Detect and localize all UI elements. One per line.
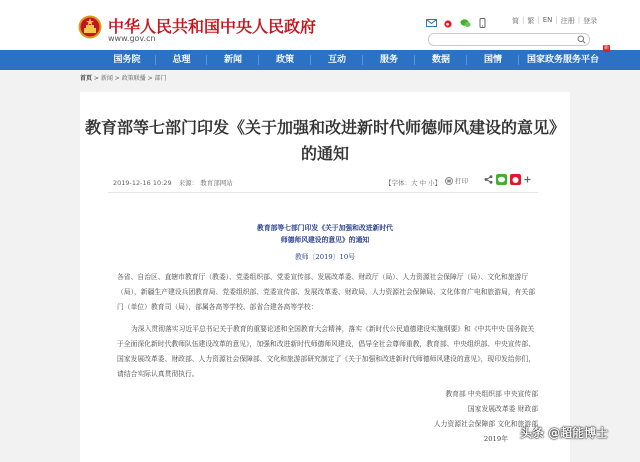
- breadcrumb-path[interactable]: > 新闻 > 政策联播 > 部门: [92, 75, 167, 82]
- print-label: 打印: [455, 177, 468, 185]
- document-title: [80, 222, 570, 246]
- english-link[interactable]: EN: [542, 16, 553, 24]
- nav-item-policy[interactable]: 政策: [259, 50, 311, 70]
- addressees-paragraph: 各省、自治区、直辖市教育厅（教委）、党委组织部、党委宣传部、发展改革委、财政厅（局）、人力资源社会保障厅（局）、文化和旅游厅（局），新疆生产建设兵团教育局、党委组织部、党委宣传部、发展改革委、财政局、人力资源社会保障局、文化体育广电和旅游局，有关部门（单位）教育司（局），部属各高等学校、部省合建各高等学校：: [117, 273, 536, 311]
- weibo-share-icon[interactable]: [510, 174, 521, 185]
- breadcrumb: [80, 73, 167, 82]
- site-title[interactable]: 中华人民共和国中央人民政府: [108, 17, 317, 36]
- nav-item-premier[interactable]: 总理: [156, 50, 207, 70]
- wechat-icon[interactable]: [460, 18, 471, 28]
- nav-item-state-council[interactable]: 国务院: [98, 50, 156, 70]
- national-emblem-icon[interactable]: [78, 14, 102, 40]
- article-title: 教育部等七部门印发《关于加强和改进新时代师德师风建设的意见》的通知: [84, 118, 565, 163]
- login-link[interactable]: 登录: [583, 17, 598, 25]
- share-bar: [484, 174, 531, 185]
- search-icon[interactable]: [577, 35, 586, 44]
- nav-item-data[interactable]: 数据: [415, 50, 467, 70]
- document-title-line-2: 师德师风建设的意见》的通知: [280, 236, 370, 244]
- simplified-link[interactable]: 简: [512, 17, 519, 25]
- print-button[interactable]: [445, 176, 468, 185]
- more-share-icon[interactable]: [524, 176, 531, 183]
- share-icon[interactable]: [484, 175, 493, 184]
- register-link[interactable]: 注册: [560, 17, 575, 25]
- mail-icon[interactable]: [426, 18, 437, 28]
- publish-date: 2019-12-16 10:29: [113, 179, 172, 187]
- site-domain: www.gov.cn: [108, 34, 156, 43]
- signature-line-2: 国家发展改革委 财政部: [467, 405, 538, 413]
- document-title-line-1: 教育部等七部门印发《关于加强和改进新时代: [257, 224, 393, 232]
- watermark: [520, 424, 608, 441]
- font-size-selector[interactable]: 【字体：大 中 小】: [385, 179, 442, 187]
- new-badge: 新: [603, 45, 609, 51]
- divider: [108, 192, 538, 193]
- weibo-icon[interactable]: [443, 18, 454, 28]
- signature-line-3: 人力资源社会保障部 文化和旅游部: [433, 420, 538, 428]
- breadcrumb-home[interactable]: 首页: [80, 75, 93, 82]
- header-icons: [426, 16, 488, 30]
- print-icon: [445, 177, 453, 185]
- article-panel: [80, 92, 570, 462]
- search-input[interactable]: [428, 33, 590, 46]
- top-links: 简 | 繁 | EN | 注册 | 登录: [512, 16, 598, 25]
- signature-line-1: 教育部 中央组织部 中央宣传部: [445, 390, 538, 398]
- article-meta: [113, 178, 238, 187]
- signature-date: 2019年: [483, 435, 508, 443]
- body-paragraph: 为深入贯彻落实习近平总书记关于教育的重要论述和全国教育大会精神，落实《新时代公民道德建设实施纲要》和《中共中央 国务院关于全面深化新时代教师队伍建设改革的意见》，加强和改进新时代师德师风建设，倡导全社会尊师重教，教育部、中央组织部、中央宣传部、国家发展改革委、财政部、人力资源社会保障部、文化和旅游部研究制定了《关于加强和改进新时代师德师风建设的意见》，现印发给你们，请结合实际认真贯彻执行。: [117, 325, 536, 378]
- nav-item-government-service-platform[interactable]: 国家政务服务平台 新: [526, 45, 609, 65]
- nav-item-news[interactable]: 新闻: [207, 50, 259, 70]
- nav-item-national-conditions[interactable]: 国情: [467, 50, 519, 70]
- app-icon[interactable]: [477, 18, 488, 28]
- article-source: 来源： 教育部网站: [178, 179, 233, 187]
- wechat-share-icon[interactable]: [496, 174, 507, 185]
- document-number: 教师〔2019〕10号: [295, 253, 355, 261]
- traditional-link[interactable]: 繁: [527, 17, 535, 25]
- nav-item-services[interactable]: 服务: [363, 50, 415, 70]
- main-nav: [0, 45, 640, 70]
- nav-item-interaction[interactable]: 互动: [311, 50, 363, 70]
- watermark-text: 头条 @超能博士: [520, 426, 609, 440]
- site-header: [0, 0, 640, 50]
